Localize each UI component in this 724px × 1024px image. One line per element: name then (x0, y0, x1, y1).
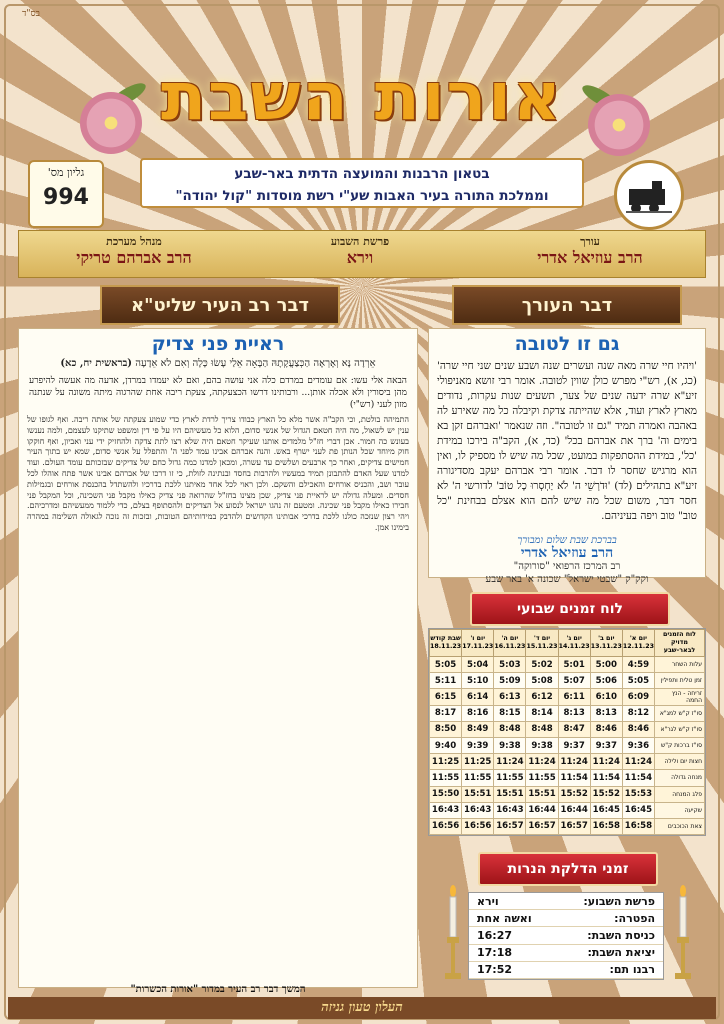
editor-article-body: 'ויהיו חיי שרה מאה שנה ועשרים שנה ושבע שנים שני חיי שרה' (כג, א), רש"י מפרש כולן שווין לטובה. אומר רבי זושא מאניפולי זיע"א שרה ידעה שנים של צער, תשעים שנות עקרות, נדודים מארץ לארץ ועוד, אלא שהייתה צדקת וקיבלה כל מה שאירע לה באהבה ואמרה תמיד "גם זו לטובה". וזה שנאמר 'ואברהם זקן בא בימים וה' ברך את אברהם בכל' (כד, א), הקב"ה בירכו במידת 'כל', במידת ההסתפקות במועט, שכל מה שיש לו מספיק לו, ואין הוא מרגיש שחסר לו דבר. אומר רבי אברהם יעקב מסדיגורה זיע"א בתהילים (לד) 'וּדֹרְשֵׁי ה' לֹא יַחְסְרוּ כָל טוֹב' לדורשי ה' לא חסר דבר, משום שכל מה שיש להם הוא אצלם בבחינת "כל טוב" טוב ויפה בעיניהם. (437, 360, 697, 522)
times-row (430, 657, 705, 673)
times-cell: 8:48 (526, 721, 558, 737)
day-date: 12.11.23 (622, 643, 654, 650)
times-cell: 8:47 (558, 721, 590, 737)
times-cell: 6:15 (430, 689, 462, 705)
times-row-label: זמן טלית ותפילין (655, 673, 705, 689)
candle-time-label: הפטרה: (614, 911, 655, 925)
times-cell: 11:24 (526, 754, 558, 770)
times-cell: 16:56 (462, 818, 494, 834)
times-cell: 15:53 (622, 786, 654, 802)
candle-time-label: רבנו תם: (609, 963, 655, 977)
times-cell: 11:24 (558, 754, 590, 770)
times-cell: 9:38 (526, 737, 558, 753)
times-cell: 11:54 (590, 770, 622, 786)
times-label-header: לוח הזמנים מדויק לבאר-שבע (655, 630, 705, 657)
times-row (430, 705, 705, 721)
times-cell: 5:00 (590, 657, 622, 673)
times-cell: 11:54 (622, 770, 654, 786)
times-cell: 8:12 (622, 705, 654, 721)
day-date: 13.11.23 (590, 643, 622, 650)
times-cell: 5:02 (526, 657, 558, 673)
times-cell: 8:46 (590, 721, 622, 737)
times-day-header (430, 630, 462, 657)
issue-box (28, 160, 104, 228)
day-name: יום ג' (566, 635, 582, 642)
times-cell: 5:11 (430, 673, 462, 689)
staff-bar (18, 230, 706, 278)
candle-time-value: וירא (477, 894, 499, 908)
times-cell: 8:15 (494, 705, 526, 721)
signature-line-1: רב המרכז הרפואי "סורוקה" (513, 561, 621, 572)
bsd-label: בס"ד (22, 9, 40, 19)
times-row (430, 786, 705, 802)
times-cell: 8:48 (494, 721, 526, 737)
times-cell: 11:24 (590, 754, 622, 770)
candle-banner: זמני הדלקת הנרות (478, 852, 658, 886)
times-cell: 6:10 (590, 689, 622, 705)
rashi-intro: הבאה אלי עשו: אם עומדים במרדם כלה אני עושה בהם, ואם לא יעמדו במרדן, אדעה מה אעשה להיפרע מהן ביסורין ולא אכלה אותן... ורבותינו דרשו הכצעקתה, צעקת ריבה אחת שהרגוה מיתה משונה על שנתנה מזון לעני (רש"י) (29, 376, 407, 410)
continuation-note: המשך דבר רב העיר במדור "אורות הכשרות" (130, 984, 306, 995)
parsha-block (275, 235, 445, 268)
subtitle-line-1: בטאון הרבנות והמועצה הדתית באר-שבע (234, 166, 490, 182)
rabbi-article (18, 328, 418, 988)
times-cell: 16:58 (622, 818, 654, 834)
day-date: 15.11.23 (526, 643, 558, 650)
times-cell: 11:55 (462, 770, 494, 786)
times-cell: 4:59 (622, 657, 654, 673)
times-cell: 5:03 (494, 657, 526, 673)
issue-number: 994 (43, 185, 89, 210)
day-date: 16.11.23 (494, 643, 526, 650)
times-cell: 11:25 (430, 754, 462, 770)
signature-line-2: וקק"ק "שבטי ישראל" שכונה א' באר שבע (485, 574, 649, 585)
editor-article-title: גם זו לטובה (514, 333, 620, 355)
times-row-label: זריחה - הנץ החמה (655, 689, 705, 705)
times-cell: 16:57 (494, 818, 526, 834)
times-banner: לוח זמנים שבועי (470, 592, 670, 626)
times-row-label: עלות השחר (655, 657, 705, 673)
times-day-header (590, 630, 622, 657)
candle-time-row (469, 962, 663, 979)
times-cell: 5:09 (494, 673, 526, 689)
candle-time-value: 17:52 (477, 963, 513, 977)
left-column-header: דבר רב העיר שליט"א (100, 285, 340, 325)
issue-label: גליון מס' (47, 166, 85, 179)
times-row (430, 818, 705, 834)
candle-time-row (469, 893, 663, 910)
times-row-label: חצות יום ולילה (655, 754, 705, 770)
day-name: יום א' (629, 635, 647, 642)
times-cell: 5:04 (462, 657, 494, 673)
times-cell: 16:56 (430, 818, 462, 834)
times-cell: 6:11 (558, 689, 590, 705)
times-cell: 11:24 (622, 754, 654, 770)
times-cell: 15:50 (430, 786, 462, 802)
times-cell: 11:54 (558, 770, 590, 786)
candle-left-icon (444, 885, 462, 985)
times-row (430, 770, 705, 786)
times-table (428, 628, 706, 836)
manager-label: מנהל מערכת (106, 235, 162, 248)
times-row (430, 737, 705, 753)
candle-time-row (469, 927, 663, 944)
times-cell: 8:13 (590, 705, 622, 721)
times-cell: 9:39 (462, 737, 494, 753)
times-row (430, 689, 705, 705)
times-cell: 5:08 (526, 673, 558, 689)
times-day-header (494, 630, 526, 657)
newsletter-title: אורות השבת (161, 58, 563, 135)
times-cell: 11:24 (494, 754, 526, 770)
times-row-label: סו"ז ק"ש למג"א (655, 705, 705, 721)
times-row (430, 802, 705, 818)
editor-block (505, 235, 675, 268)
times-cell: 9:37 (590, 737, 622, 753)
times-row-label: מנחה גדולה (655, 770, 705, 786)
day-date: 18.11.23 (430, 643, 462, 650)
candle-time-value: 16:27 (477, 928, 513, 942)
times-cell: 9:38 (494, 737, 526, 753)
times-cell: 16:57 (558, 818, 590, 834)
times-cell: 11:55 (494, 770, 526, 786)
times-cell: 16:43 (462, 802, 494, 818)
day-name: יום ה' (501, 635, 519, 642)
times-cell: 5:07 (558, 673, 590, 689)
times-cell: 11:55 (526, 770, 558, 786)
times-day-header (462, 630, 494, 657)
times-cell: 11:25 (462, 754, 494, 770)
verse-text: אֵרְדָה נָּא וְאֶרְאֶה הַכְּצַעֲקָתָהּ הַבָּאָה אֵלַי עָשׂוּ כָּלָה וְאִם לֹא אֵדָעָה (135, 358, 376, 369)
times-cell: 5:05 (622, 673, 654, 689)
times-cell: 6:09 (622, 689, 654, 705)
editor-name: הרב עוזיאל אדרי (537, 248, 643, 267)
candle-times-box (468, 892, 664, 980)
times-cell: 6:14 (462, 689, 494, 705)
verse-quote (19, 355, 417, 373)
signature-name: הרב עוזיאל אדרי (520, 545, 614, 561)
parsha-label: פרשת השבוע (330, 235, 390, 248)
rabbi-article-body: התמיהה בולטת, וכי הקב"ה אשר מלא כל הארץ כבודו צריך לרדת לארץ כדי שמוע צעקתה של אותה ריבה. ואף לגופו של ענין יש לשאול, מה היה חטאם הגדול של אנשי סדום, הלוא כל מעשיהם היו על פי דין ומשפט שתיקנו לעצמם, ולמה נענשו בעונש כה חמור. אכן דברי חז"ל מלמדים אותנו שעיקר חטאם היה שלא רצו לתת צדקה ולהחזיק ידי עני ואביון, ואף חוקקו חוק מיוחד שכל הנותן פת לעני ישרף באש. והנה אברהם אבינו עמד לפני ה' והתפלל על אנשי סדום, שמא יש בתוך העיר חמישים צדיקים, ואחר כך ארבעים ושלשים עד עשרה, ומכאן למדנו כמה גדול כחם של צדיקים שבזכותם עומד העולם. ועוד למדנו שעל האדם להתבונן תמיד במעשיו ולהרבות בחסד ובנתינה לזולת, כי זו דרכו של אברהם אבינו אשר פתח אוהלו לכל עובר ושב, והכניס אורחים והאכילם והשקם. ולכן ראוי לכל אחד מאיתנו ללכת בדרכיו ולהשתדל בהכנסת אורחים ובגמילות חסדים. ומעלה גדולה יש לראיית פני צדיק, שכן מצינו בחז"ל שהרואה פני צדיק כאילו מקבל פני השכינה, וכל המקבל פני חבירו כאילו מקבל פני שכינה. ומטעם זה נהגו ישראל לנסוע אל הצדיקים ולהסתופף בצלם, כדי ללמוד ממעשיהם ומדרכיהם. ויהי רצון שנזכה כולנו ללכת בדרכי אבותינו הקדושים ולהדבק במידותיהם הטובות, ובזכות זה נזכה לגאולה השלימה במהרה בימינו אמן. (27, 415, 409, 532)
institution-logo (614, 160, 684, 230)
times-cell: 5:10 (462, 673, 494, 689)
times-cell: 15:52 (590, 786, 622, 802)
times-cell: 6:13 (494, 689, 526, 705)
rabbi-article-title: ראיית פני צדיק (151, 333, 285, 355)
times-cell: 15:52 (558, 786, 590, 802)
times-cell: 9:40 (430, 737, 462, 753)
times-cell: 5:01 (558, 657, 590, 673)
day-name: יום ו' (470, 635, 486, 642)
right-column-header: דבר העורך (452, 285, 682, 325)
candle-time-label: פרשת השבוע: (583, 894, 655, 908)
times-cell: 9:37 (558, 737, 590, 753)
times-day-header (558, 630, 590, 657)
times-cell: 8:16 (462, 705, 494, 721)
times-cell: 15:51 (462, 786, 494, 802)
times-day-header (622, 630, 654, 657)
day-date: 14.11.23 (558, 643, 590, 650)
times-cell: 5:05 (430, 657, 462, 673)
candle-time-label: כניסת השבת: (587, 928, 655, 942)
times-cell: 16:43 (494, 802, 526, 818)
candle-time-row (469, 945, 663, 962)
times-row-label: צאת הכוכבים (655, 818, 705, 834)
times-row (430, 673, 705, 689)
manager-block (49, 235, 219, 268)
times-row-label: סו"ז ברכות ק"ש (655, 737, 705, 753)
times-cell: 15:51 (494, 786, 526, 802)
blessing-line: בברכת שבת שלום ומבורך (517, 535, 617, 546)
times-cell: 16:45 (590, 802, 622, 818)
train-logo-icon (624, 175, 674, 215)
candle-time-value: 17:18 (477, 946, 513, 960)
times-row (430, 721, 705, 737)
times-cell: 11:55 (430, 770, 462, 786)
times-cell: 8:13 (558, 705, 590, 721)
times-cell: 16:44 (558, 802, 590, 818)
times-row-label: סו"ז ק"ש לגר"א (655, 721, 705, 737)
times-cell: 15:51 (526, 786, 558, 802)
times-cell: 8:14 (526, 705, 558, 721)
day-name: יום ב' (598, 635, 615, 642)
times-row-label: פלג המנחה (655, 786, 705, 802)
day-name: יום ד' (533, 635, 551, 642)
footer-bar: העלון טעון גניזה (8, 997, 716, 1019)
times-cell: 16:58 (590, 818, 622, 834)
times-cell: 16:45 (622, 802, 654, 818)
parsha-name: וירא (346, 248, 374, 267)
subtitle-box (140, 158, 584, 208)
verse-source: (בראשית יח, כא) (60, 358, 133, 369)
editor-label: עורך (580, 235, 600, 248)
times-cell: 16:44 (526, 802, 558, 818)
times-row-label: שקיעה (655, 802, 705, 818)
subtitle-line-2: וממלכת התורה בעיר האבות שע"י רשת מוסדות "קול יהודה" (175, 188, 549, 204)
times-cell: 8:46 (622, 721, 654, 737)
times-cell: 8:50 (430, 721, 462, 737)
times-cell: 5:06 (590, 673, 622, 689)
day-date: 17.11.23 (462, 643, 494, 650)
editor-article (428, 328, 706, 585)
times-cell: 16:57 (526, 818, 558, 834)
times-cell: 16:43 (430, 802, 462, 818)
times-cell: 6:12 (526, 689, 558, 705)
editor-signature (429, 534, 705, 586)
times-row (430, 754, 705, 770)
day-name: שבת קודש (430, 635, 461, 642)
candle-right-icon (674, 885, 692, 985)
candle-time-label: יציאת השבת: (587, 946, 655, 960)
times-cell: 9:36 (622, 737, 654, 753)
candle-time-value: ואשה אחת (477, 911, 532, 925)
times-header-row (430, 630, 705, 657)
candle-time-row (469, 910, 663, 927)
times-cell: 8:49 (462, 721, 494, 737)
times-cell: 8:17 (430, 705, 462, 721)
manager-name: הרב אברהם טריקי (76, 248, 192, 267)
times-day-header (526, 630, 558, 657)
